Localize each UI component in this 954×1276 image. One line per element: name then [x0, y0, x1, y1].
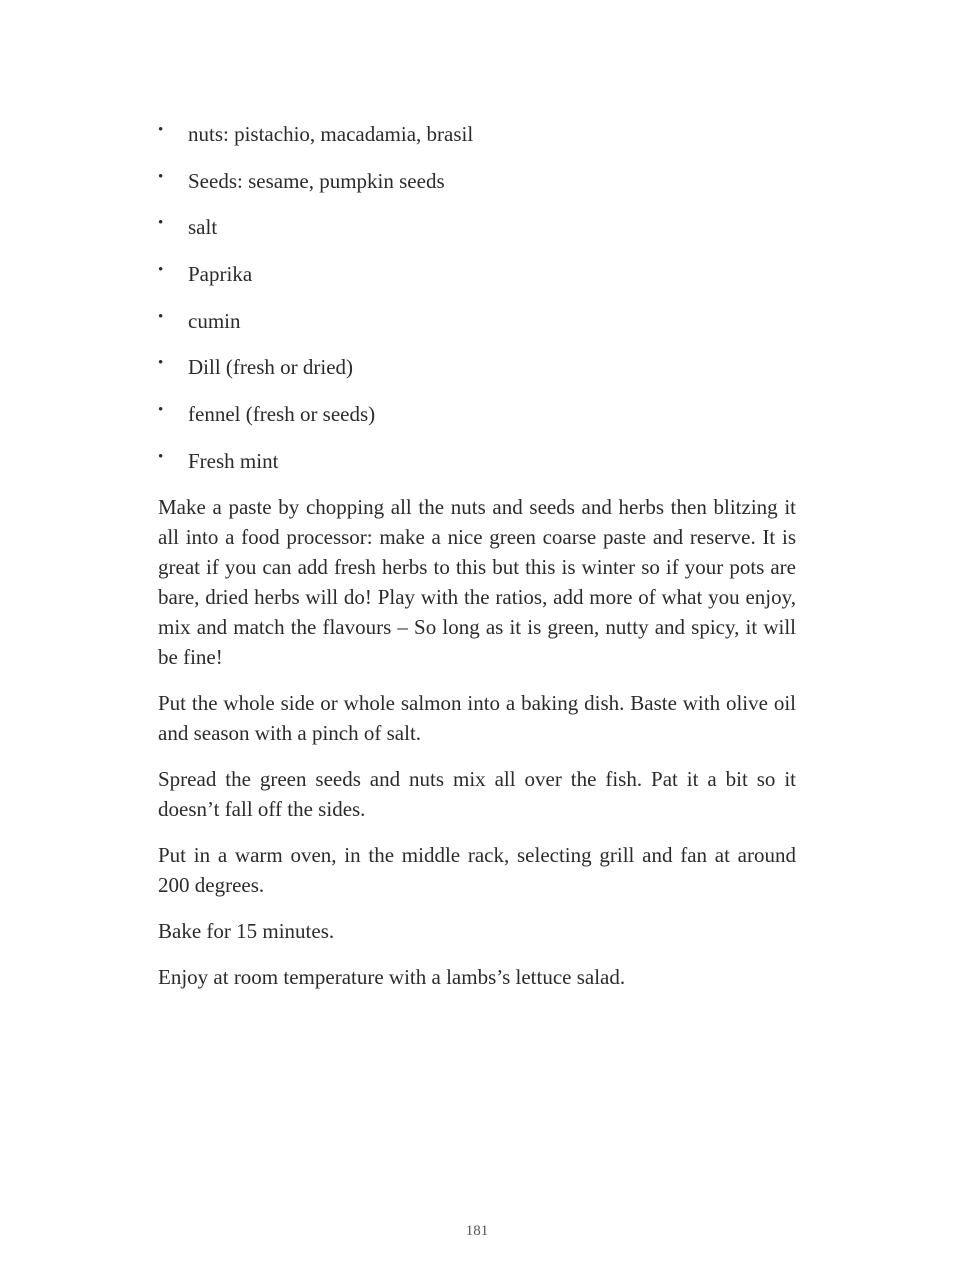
page-number: 181 — [465, 1223, 489, 1239]
ingredient-text: salt — [188, 215, 218, 240]
paragraph-paste-method: Make a paste by chopping all the nuts and seeds and herbs then blitzing it all into a food processor: make a nice green coarse paste and reserve. It is great if you can add fresh herbs to this but this is winter so if your pots are bare, dried herbs will do! Play with the ratios, add more of what you enjoy, mix and match the flavours – So long as it is green, nutty and spicy, it will be fine! — [158, 494, 796, 669]
bullet-icon: • — [158, 168, 164, 185]
ingredient-text: Paprika — [188, 262, 253, 287]
bullet-icon: • — [158, 355, 164, 372]
list-item — [158, 351, 796, 383]
ingredient-text: Dill (fresh or dried) — [188, 355, 354, 380]
list-item — [158, 398, 796, 430]
paragraph-bake-time: Bake for 15 minutes. — [158, 918, 335, 943]
list-item — [158, 305, 796, 337]
paragraph-baking-dish: Put the whole side or whole salmon into a baking dish. Baste with olive oil and season with a pinch of salt. — [158, 690, 796, 745]
list-item — [158, 118, 796, 150]
bullet-icon: • — [158, 122, 164, 138]
bullet-icon: • — [158, 215, 164, 232]
ingredient-list — [158, 118, 796, 477]
ingredient-text: Fresh mint — [188, 448, 279, 473]
ingredient-text: Seeds: sesame, pumpkin seeds — [188, 168, 445, 193]
bullet-icon: • — [158, 308, 164, 325]
paragraph-oven: Put in a warm oven, in the middle rack, selecting grill and fan at around 200 degrees. — [158, 842, 796, 897]
bullet-icon: • — [158, 262, 164, 279]
list-item — [158, 258, 796, 290]
page-content — [158, 118, 796, 1008]
ingredient-text: fennel (fresh or seeds) — [188, 402, 376, 427]
list-item — [158, 165, 796, 197]
paragraph-spread-mix: Spread the green seeds and nuts mix all over the fish. Pat it a bit so it doesn’t fall off the sides. — [158, 766, 796, 821]
bullet-icon: • — [158, 448, 164, 465]
ingredient-text: cumin — [188, 308, 241, 333]
paragraph-serving: Enjoy at room temperature with a lambs’s lettuce salad. — [158, 964, 626, 989]
list-item — [158, 211, 796, 243]
ingredient-text: nuts: pistachio, macadamia, brasil — [188, 122, 474, 146]
list-item — [158, 445, 796, 477]
bullet-icon: • — [158, 402, 164, 419]
